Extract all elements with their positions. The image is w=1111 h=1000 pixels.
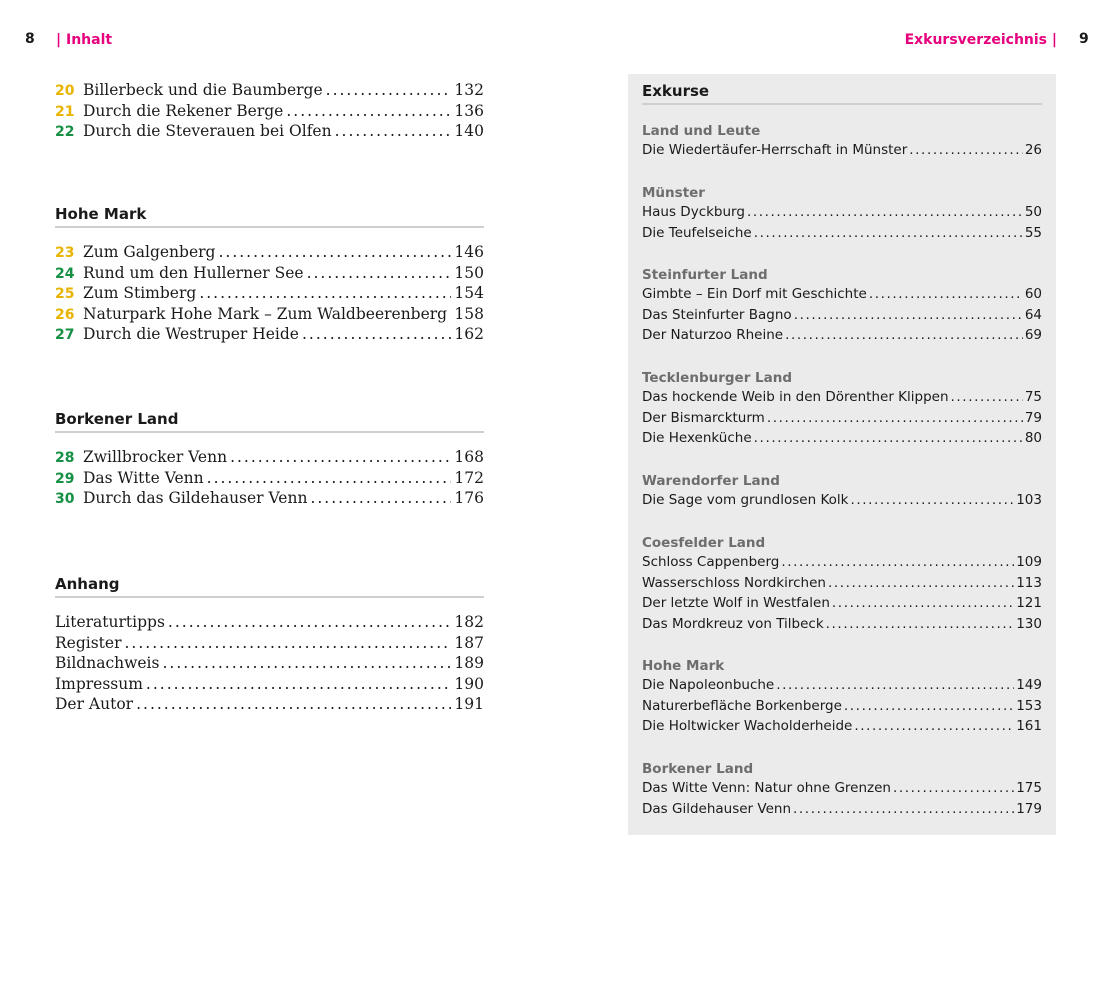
toc-entry-page: 190 xyxy=(454,674,484,693)
toc-entry-page: 168 xyxy=(454,448,484,466)
excursion-entry[interactable] xyxy=(642,307,1042,328)
leader-dots xyxy=(307,264,452,282)
toc-entry-number: 27 xyxy=(55,327,75,344)
toc-entry[interactable] xyxy=(55,81,484,102)
toc-entry[interactable] xyxy=(55,675,484,696)
section-heading: Anhang xyxy=(55,575,484,598)
excursion-title: Haus Dyckburg xyxy=(642,204,745,220)
toc-section-borkener-land xyxy=(55,410,484,510)
leader-dots xyxy=(793,801,1014,817)
toc-entry-page: 172 xyxy=(454,468,484,487)
toc-entry-number: 22 xyxy=(55,124,75,141)
leader-dots xyxy=(218,243,451,261)
toc-entry-page: 146 xyxy=(454,243,484,261)
excursion-page: 130 xyxy=(1016,615,1042,632)
leader-dots xyxy=(146,675,451,693)
leader-dots xyxy=(207,469,452,487)
toc-entry[interactable] xyxy=(55,122,484,143)
leader-dots xyxy=(828,575,1014,591)
excursion-title: Naturerbefläche Borkenberge xyxy=(642,697,842,714)
left-running-title: | Inhalt xyxy=(56,32,113,48)
excursion-entry[interactable] xyxy=(642,718,1042,739)
excursion-group xyxy=(642,759,1042,821)
leader-dots xyxy=(844,698,1014,714)
toc-entry-number: 30 xyxy=(55,491,75,508)
leader-dots xyxy=(754,430,1023,446)
leader-dots xyxy=(230,448,451,466)
toc-entry-page: 154 xyxy=(454,284,484,303)
excursion-group-heading: Tecklenburger Land xyxy=(642,370,793,386)
leader-dots xyxy=(781,554,1014,570)
toc-entry-title: Impressum xyxy=(55,674,143,693)
excursion-page: 26 xyxy=(1024,142,1042,158)
toc-entry[interactable] xyxy=(55,448,484,469)
toc-entry[interactable] xyxy=(55,102,484,123)
excursion-page: 60 xyxy=(1024,286,1042,302)
toc-entry-title: Das Witte Venn xyxy=(83,468,204,487)
toc-section-hohe-mark xyxy=(55,205,484,346)
toc-entry-page: 162 xyxy=(454,325,484,344)
toc-entry-title: Der Autor xyxy=(55,695,134,714)
toc-entry-title: Durch die Westruper Heide xyxy=(83,325,299,344)
excursion-group-heading: Borkener Land xyxy=(642,761,754,777)
leader-dots xyxy=(747,204,1023,220)
left-page-number: 8 xyxy=(25,31,35,47)
toc-entry[interactable] xyxy=(55,695,484,716)
excursion-title: Die Hexenküche xyxy=(642,430,752,447)
excursions-list xyxy=(642,82,1042,817)
leader-dots xyxy=(310,489,451,507)
excursion-title: Die Wiedertäufer-Herrschaft in Münster xyxy=(642,142,908,158)
excursion-entry[interactable] xyxy=(642,554,1042,575)
toc-entry[interactable] xyxy=(55,613,484,634)
excursion-page: 121 xyxy=(1016,595,1042,612)
excursion-entry[interactable] xyxy=(642,389,1042,410)
leader-dots xyxy=(302,325,451,343)
toc-entry-number: 28 xyxy=(55,450,75,466)
excursion-group-heading: Münster xyxy=(642,185,705,201)
excursion-entry[interactable] xyxy=(642,801,1042,822)
toc-entry[interactable] xyxy=(55,325,484,346)
excursion-group-heading: Land und Leute xyxy=(642,123,761,139)
section-heading: Hohe Mark xyxy=(55,205,484,228)
excursion-entry[interactable] xyxy=(642,492,1042,513)
toc-entry-title: Register xyxy=(55,633,122,652)
leader-dots xyxy=(785,327,1023,343)
excursion-group xyxy=(642,368,1042,451)
toc-entry[interactable] xyxy=(55,489,484,510)
excursion-title: Das Steinfurter Bagno xyxy=(642,306,792,323)
toc-entry-title: Naturpark Hohe Mark – Zum Waldbeerenberg xyxy=(83,304,448,323)
toc-entry[interactable] xyxy=(55,634,484,655)
excursion-page: 113 xyxy=(1016,574,1042,591)
excursion-title: Die Napoleonbuche xyxy=(642,677,775,693)
leader-dots xyxy=(850,492,1014,508)
toc-entry-title: Durch die Steverauen bei Olfen xyxy=(83,122,332,141)
leader-dots xyxy=(125,634,452,652)
right-running-title: Exkursverzeichnis | xyxy=(904,32,1057,48)
excursion-group xyxy=(642,656,1042,739)
excursion-title: Wasserschloss Nordkirchen xyxy=(642,574,826,591)
leader-dots xyxy=(776,677,1014,693)
excursion-title: Der letzte Wolf in Westfalen xyxy=(642,595,830,612)
excursion-entry[interactable] xyxy=(642,780,1042,801)
toc-entry-page: 158 xyxy=(454,304,484,323)
excursion-title: Die Holtwicker Wacholderheide xyxy=(642,718,853,735)
excursion-page: 179 xyxy=(1016,800,1042,817)
excursion-entry[interactable] xyxy=(642,430,1042,451)
excursion-title: Die Sage vom grundlosen Kolk xyxy=(642,492,849,508)
toc-section-anhang xyxy=(55,575,484,716)
toc-entry-page: 189 xyxy=(454,654,484,673)
excursion-group-heading: Steinfurter Land xyxy=(642,267,768,283)
excursion-title: Das Witte Venn: Natur ohne Grenzen xyxy=(642,780,891,796)
toc-entry[interactable] xyxy=(55,305,484,326)
toc-entry[interactable] xyxy=(55,264,484,285)
toc-section-top xyxy=(55,81,484,143)
leader-dots xyxy=(869,286,1023,302)
toc-entry[interactable] xyxy=(55,284,484,305)
excursion-page: 55 xyxy=(1024,224,1042,241)
excursion-page: 161 xyxy=(1016,718,1042,735)
leader-dots xyxy=(335,122,452,140)
leader-dots xyxy=(754,225,1023,241)
toc-entry-number: 20 xyxy=(55,83,75,99)
right-page-number: 9 xyxy=(1079,31,1089,47)
excursion-page: 69 xyxy=(1024,327,1042,344)
excursion-page: 64 xyxy=(1024,306,1042,323)
toc-entry-number: 29 xyxy=(55,470,75,487)
leader-dots xyxy=(326,81,452,99)
toc-entry-number: 23 xyxy=(55,245,75,261)
excursion-page: 153 xyxy=(1016,697,1042,714)
excursion-entry[interactable] xyxy=(642,327,1042,348)
excursion-group-heading: Hohe Mark xyxy=(642,658,725,674)
toc-entry-title: Zwillbrocker Venn xyxy=(83,448,228,466)
excursion-entry[interactable] xyxy=(642,595,1042,616)
leader-dots xyxy=(854,718,1014,734)
excursion-group xyxy=(642,471,1042,513)
excursion-entry[interactable] xyxy=(642,142,1042,163)
excursion-page: 175 xyxy=(1016,780,1042,796)
toc-entry[interactable] xyxy=(55,243,484,264)
toc-entry-title: Rund um den Hullerner See xyxy=(83,263,304,282)
excursions-heading: Exkurse xyxy=(642,82,1042,105)
excursion-entry[interactable] xyxy=(642,410,1042,431)
toc-entry-page: 176 xyxy=(454,489,484,508)
toc-entry[interactable] xyxy=(55,469,484,490)
excursion-title: Der Bismarckturm xyxy=(642,409,765,426)
excursion-group xyxy=(642,183,1042,245)
toc-entry-title: Bildnachweis xyxy=(55,654,160,673)
excursion-page: 50 xyxy=(1024,204,1042,220)
leader-dots xyxy=(826,616,1015,632)
toc-entry-page: 140 xyxy=(454,122,484,141)
excursion-group xyxy=(642,265,1042,348)
toc-entry-title: Zum Galgenberg xyxy=(83,243,216,261)
leader-dots xyxy=(767,410,1023,426)
toc-entry-page: 136 xyxy=(454,101,484,120)
excursion-page: 75 xyxy=(1024,389,1042,405)
excursion-title: Das hockende Weib in den Dörenther Klippen xyxy=(642,389,949,405)
toc-entry-page: 132 xyxy=(454,81,484,99)
toc-entry-number: 26 xyxy=(55,306,75,323)
toc-entry-title: Zum Stimberg xyxy=(83,284,197,303)
excursion-group xyxy=(642,121,1042,163)
toc-entry-page: 150 xyxy=(454,263,484,282)
toc-entry-page: 191 xyxy=(454,695,484,714)
toc-entry-title: Durch die Rekener Berge xyxy=(83,101,284,120)
leader-dots xyxy=(162,654,451,672)
excursion-title: Das Gildehauser Venn xyxy=(642,800,792,817)
excursion-group-heading: Warendorfer Land xyxy=(642,473,780,489)
excursion-entry[interactable] xyxy=(642,286,1042,307)
excursion-title: Die Teufelseiche xyxy=(642,224,752,241)
leader-dots xyxy=(893,780,1014,796)
excursion-entry[interactable] xyxy=(642,677,1042,698)
leader-dots xyxy=(199,284,451,302)
leader-dots xyxy=(794,307,1023,323)
leader-dots xyxy=(450,305,451,323)
section-heading: Borkener Land xyxy=(55,410,484,433)
toc-entry-page: 182 xyxy=(454,613,484,631)
excursions-box xyxy=(628,74,1056,835)
excursion-title: Der Naturzoo Rheine xyxy=(642,327,784,344)
toc-entry-title: Billerbeck und die Baumberge xyxy=(83,81,323,99)
toc-entry-number: 25 xyxy=(55,286,75,303)
excursion-entry[interactable] xyxy=(642,698,1042,719)
leader-dots xyxy=(136,695,451,713)
leader-dots xyxy=(168,613,451,631)
leader-dots xyxy=(951,389,1023,405)
excursion-entry[interactable] xyxy=(642,204,1042,225)
excursion-page: 79 xyxy=(1024,409,1042,426)
excursion-entry[interactable] xyxy=(642,575,1042,596)
excursion-page: 109 xyxy=(1016,554,1042,570)
excursion-group xyxy=(642,533,1042,636)
toc-entry-page: 187 xyxy=(454,633,484,652)
toc-entry-number: 21 xyxy=(55,103,75,120)
excursion-entry[interactable] xyxy=(642,616,1042,637)
excursion-page: 103 xyxy=(1016,492,1042,508)
excursion-page: 149 xyxy=(1016,677,1042,693)
excursion-title: Das Mordkreuz von Tilbeck xyxy=(642,615,824,632)
toc-entry-title: Durch das Gildehauser Venn xyxy=(83,489,308,508)
excursion-page: 80 xyxy=(1024,430,1042,447)
excursion-title: Schloss Cappenberg xyxy=(642,554,780,570)
leader-dots xyxy=(832,595,1014,611)
leader-dots xyxy=(286,102,451,120)
toc-entry-title: Literaturtipps xyxy=(55,613,165,631)
excursion-group-heading: Coesfelder Land xyxy=(642,535,766,551)
toc-entry-number: 24 xyxy=(55,265,75,282)
excursion-entry[interactable] xyxy=(642,225,1042,246)
toc-entry[interactable] xyxy=(55,654,484,675)
leader-dots xyxy=(909,142,1023,158)
excursion-title: Gimbte – Ein Dorf mit Geschichte xyxy=(642,286,867,302)
